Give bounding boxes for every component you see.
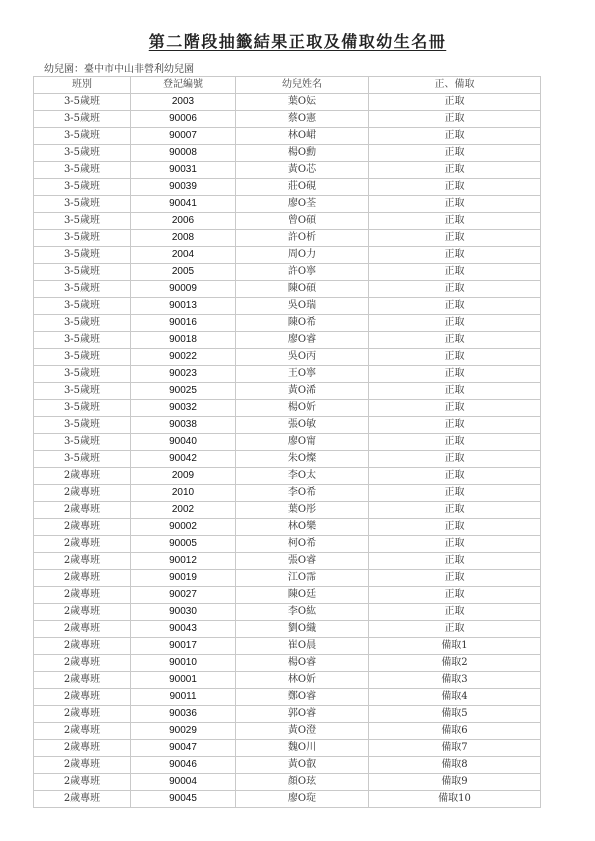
admission-status-cell: 正取 [369, 536, 541, 553]
child-name-cell: 許O析 [236, 230, 369, 247]
child-name-cell: 張O睿 [236, 553, 369, 570]
registration-number-cell: 2010 [131, 485, 236, 502]
child-name-cell: 蔡O憲 [236, 111, 369, 128]
child-name-cell: 王O寧 [236, 366, 369, 383]
admission-status-cell: 正取 [369, 332, 541, 349]
child-name-cell: 林O峮 [236, 128, 369, 145]
document-title [0, 29, 595, 52]
registration-number-cell: 90039 [131, 179, 236, 196]
admission-status-cell: 正取 [369, 213, 541, 230]
registration-number-cell: 2009 [131, 468, 236, 485]
registration-number-cell: 90009 [131, 281, 236, 298]
table-row [34, 315, 541, 332]
class-cell: 2歲專班 [34, 621, 131, 638]
table-row [34, 638, 541, 655]
registration-number-cell: 90036 [131, 706, 236, 723]
table-row [34, 281, 541, 298]
child-name-cell: 柯O希 [236, 536, 369, 553]
class-cell: 3-5歲班 [34, 264, 131, 281]
admission-status-cell: 正取 [369, 570, 541, 587]
admission-status-cell: 正取 [369, 485, 541, 502]
class-cell: 2歲專班 [34, 570, 131, 587]
child-name-cell: 顏O玹 [236, 774, 369, 791]
registration-number-cell: 90018 [131, 332, 236, 349]
table-row [34, 94, 541, 111]
header-admission-status: 正、備取 [369, 77, 541, 94]
admission-status-cell: 備取8 [369, 757, 541, 774]
admission-status-cell: 正取 [369, 434, 541, 451]
class-cell: 3-5歲班 [34, 179, 131, 196]
registration-number-cell: 90047 [131, 740, 236, 757]
child-name-cell: 張O敏 [236, 417, 369, 434]
child-name-cell: 楊O勳 [236, 145, 369, 162]
registration-number-cell: 90016 [131, 315, 236, 332]
child-name-cell: 林O樂 [236, 519, 369, 536]
admission-status-cell: 正取 [369, 400, 541, 417]
table-row [34, 706, 541, 723]
table-row [34, 689, 541, 706]
class-cell: 3-5歲班 [34, 400, 131, 417]
table-row [34, 349, 541, 366]
class-cell: 3-5歲班 [34, 94, 131, 111]
class-cell: 2歲專班 [34, 757, 131, 774]
admission-status-cell: 正取 [369, 315, 541, 332]
table-row [34, 366, 541, 383]
registration-number-cell: 90010 [131, 655, 236, 672]
registration-number-cell: 90046 [131, 757, 236, 774]
class-cell: 2歲專班 [34, 468, 131, 485]
child-name-cell: 廖O荃 [236, 196, 369, 213]
table-row [34, 621, 541, 638]
admission-status-cell: 正取 [369, 230, 541, 247]
class-cell: 3-5歲班 [34, 349, 131, 366]
registration-number-cell: 90011 [131, 689, 236, 706]
table-row [34, 230, 541, 247]
registration-number-cell: 90012 [131, 553, 236, 570]
admission-status-cell: 備取1 [369, 638, 541, 655]
registration-number-cell: 90007 [131, 128, 236, 145]
table-row [34, 213, 541, 230]
class-cell: 3-5歲班 [34, 315, 131, 332]
table-row [34, 332, 541, 349]
class-cell: 2歲專班 [34, 774, 131, 791]
registration-number-cell: 2002 [131, 502, 236, 519]
table-row [34, 128, 541, 145]
child-name-cell: 楊O睿 [236, 655, 369, 672]
table-row [34, 519, 541, 536]
admission-status-cell: 正取 [369, 383, 541, 400]
child-name-cell: 鄭O睿 [236, 689, 369, 706]
registration-number-cell: 90002 [131, 519, 236, 536]
admission-status-cell: 正取 [369, 621, 541, 638]
admission-status-cell: 備取9 [369, 774, 541, 791]
registration-number-cell: 90040 [131, 434, 236, 451]
registration-number-cell: 90019 [131, 570, 236, 587]
registration-number-cell: 90008 [131, 145, 236, 162]
admission-status-cell: 正取 [369, 145, 541, 162]
table-row [34, 553, 541, 570]
class-cell: 2歲專班 [34, 689, 131, 706]
admission-status-cell: 正取 [369, 468, 541, 485]
table-row [34, 111, 541, 128]
child-name-cell: 廖O琁 [236, 791, 369, 808]
admission-status-cell: 正取 [369, 94, 541, 111]
table-row [34, 417, 541, 434]
table-row [34, 383, 541, 400]
child-name-cell: 楊O妡 [236, 400, 369, 417]
table-row [34, 145, 541, 162]
admission-status-cell: 正取 [369, 553, 541, 570]
table-row [34, 468, 541, 485]
class-cell: 2歲專班 [34, 587, 131, 604]
registration-number-cell: 2003 [131, 94, 236, 111]
class-cell: 3-5歲班 [34, 230, 131, 247]
registration-number-cell: 90013 [131, 298, 236, 315]
child-name-cell: 林O妡 [236, 672, 369, 689]
child-name-cell: 莊O硯 [236, 179, 369, 196]
table-row [34, 774, 541, 791]
table-row [34, 604, 541, 621]
admission-status-cell: 正取 [369, 502, 541, 519]
table-row [34, 434, 541, 451]
admission-status-cell: 正取 [369, 179, 541, 196]
registration-number-cell: 2008 [131, 230, 236, 247]
class-cell: 2歲專班 [34, 519, 131, 536]
admission-status-cell: 正取 [369, 264, 541, 281]
child-name-cell: 黃O浠 [236, 383, 369, 400]
child-name-cell: 黃O叡 [236, 757, 369, 774]
class-cell: 3-5歲班 [34, 383, 131, 400]
class-cell: 3-5歲班 [34, 417, 131, 434]
registration-number-cell: 90023 [131, 366, 236, 383]
class-cell: 2歲專班 [34, 655, 131, 672]
table-row [34, 502, 541, 519]
admission-status-cell: 備取10 [369, 791, 541, 808]
admission-status-cell: 正取 [369, 281, 541, 298]
admission-status-cell: 正取 [369, 417, 541, 434]
table-row [34, 247, 541, 264]
child-name-cell: 陳O廷 [236, 587, 369, 604]
registration-number-cell: 90027 [131, 587, 236, 604]
class-cell: 3-5歲班 [34, 366, 131, 383]
class-cell: 2歲專班 [34, 672, 131, 689]
registration-number-cell: 90001 [131, 672, 236, 689]
admission-status-cell: 正取 [369, 162, 541, 179]
admission-status-cell: 備取6 [369, 723, 541, 740]
child-name-cell: 劉O織 [236, 621, 369, 638]
table-row [34, 791, 541, 808]
registration-number-cell: 90038 [131, 417, 236, 434]
table-header-row [34, 77, 541, 94]
child-name-cell: 江O霈 [236, 570, 369, 587]
registration-number-cell: 90032 [131, 400, 236, 417]
header-registration-number: 登記編號 [131, 77, 236, 94]
child-name-cell: 朱O燦 [236, 451, 369, 468]
table-row [34, 723, 541, 740]
registration-number-cell: 90031 [131, 162, 236, 179]
admission-status-cell: 正取 [369, 604, 541, 621]
admission-status-cell: 正取 [369, 298, 541, 315]
admission-status-cell: 正取 [369, 349, 541, 366]
registration-number-cell: 90025 [131, 383, 236, 400]
child-name-cell: 吳O瑞 [236, 298, 369, 315]
admission-status-cell: 正取 [369, 366, 541, 383]
table-row [34, 655, 541, 672]
child-name-cell: 陳O碩 [236, 281, 369, 298]
child-name-cell: 魏O川 [236, 740, 369, 757]
class-cell: 3-5歲班 [34, 247, 131, 264]
class-cell: 3-5歲班 [34, 162, 131, 179]
registration-number-cell: 2006 [131, 213, 236, 230]
registration-number-cell: 90041 [131, 196, 236, 213]
table-row [34, 264, 541, 281]
registration-number-cell: 90006 [131, 111, 236, 128]
registration-number-cell: 2004 [131, 247, 236, 264]
child-name-cell: 黃O芯 [236, 162, 369, 179]
class-cell: 2歲專班 [34, 502, 131, 519]
child-name-cell: 吳O丙 [236, 349, 369, 366]
table-row [34, 570, 541, 587]
child-name-cell: 崔O晨 [236, 638, 369, 655]
class-cell: 3-5歲班 [34, 451, 131, 468]
admission-status-cell: 備取2 [369, 655, 541, 672]
child-name-cell: 李O太 [236, 468, 369, 485]
header-class: 班別 [34, 77, 131, 94]
class-cell: 2歲專班 [34, 553, 131, 570]
table-row [34, 451, 541, 468]
class-cell: 3-5歲班 [34, 332, 131, 349]
admission-status-cell: 正取 [369, 451, 541, 468]
class-cell: 2歲專班 [34, 706, 131, 723]
child-name-cell: 李O紘 [236, 604, 369, 621]
enrollment-table [33, 76, 541, 808]
child-name-cell: 周O力 [236, 247, 369, 264]
registration-number-cell: 90017 [131, 638, 236, 655]
child-name-cell: 廖O甯 [236, 434, 369, 451]
class-cell: 2歲專班 [34, 604, 131, 621]
admission-status-cell: 正取 [369, 247, 541, 264]
admission-status-cell: 正取 [369, 519, 541, 536]
admission-status-cell: 備取7 [369, 740, 541, 757]
table-row [34, 179, 541, 196]
child-name-cell: 廖O睿 [236, 332, 369, 349]
school-name: 幼兒園：臺中市中山非營利幼兒園 [44, 64, 194, 75]
registration-number-cell: 90030 [131, 604, 236, 621]
table-row [34, 740, 541, 757]
class-cell: 3-5歲班 [34, 213, 131, 230]
table-row [34, 298, 541, 315]
child-name-cell: 李O希 [236, 485, 369, 502]
table-row [34, 485, 541, 502]
header-child-name: 幼兒姓名 [236, 77, 369, 94]
table-row [34, 587, 541, 604]
class-cell: 3-5歲班 [34, 434, 131, 451]
document-title-text: 第二階段抽籤結果正取及備取幼生名冊 [148, 32, 447, 51]
table-body [34, 94, 541, 808]
table-row [34, 196, 541, 213]
registration-number-cell: 90043 [131, 621, 236, 638]
child-name-cell: 葉O妘 [236, 94, 369, 111]
registration-number-cell: 90022 [131, 349, 236, 366]
child-name-cell: 許O寧 [236, 264, 369, 281]
child-name-cell: 葉O彤 [236, 502, 369, 519]
class-cell: 2歲專班 [34, 536, 131, 553]
admission-status-cell: 備取5 [369, 706, 541, 723]
admission-status-cell: 備取3 [369, 672, 541, 689]
table-row [34, 757, 541, 774]
admission-status-cell: 備取4 [369, 689, 541, 706]
admission-status-cell: 正取 [369, 587, 541, 604]
registration-number-cell: 2005 [131, 264, 236, 281]
class-cell: 2歲專班 [34, 485, 131, 502]
registration-number-cell: 90042 [131, 451, 236, 468]
class-cell: 3-5歲班 [34, 111, 131, 128]
class-cell: 2歲專班 [34, 740, 131, 757]
admission-status-cell: 正取 [369, 196, 541, 213]
table-row [34, 536, 541, 553]
child-name-cell: 郭O睿 [236, 706, 369, 723]
child-name-cell: 曾O碩 [236, 213, 369, 230]
child-name-cell: 陳O希 [236, 315, 369, 332]
class-cell: 2歲專班 [34, 638, 131, 655]
table-row [34, 162, 541, 179]
class-cell: 3-5歲班 [34, 128, 131, 145]
registration-number-cell: 90045 [131, 791, 236, 808]
class-cell: 3-5歲班 [34, 145, 131, 162]
class-cell: 3-5歲班 [34, 298, 131, 315]
child-name-cell: 黃O澄 [236, 723, 369, 740]
table-row [34, 672, 541, 689]
class-cell: 3-5歲班 [34, 196, 131, 213]
class-cell: 2歲專班 [34, 723, 131, 740]
registration-number-cell: 90029 [131, 723, 236, 740]
admission-status-cell: 正取 [369, 111, 541, 128]
table-row [34, 400, 541, 417]
class-cell: 2歲專班 [34, 791, 131, 808]
admission-status-cell: 正取 [369, 128, 541, 145]
class-cell: 3-5歲班 [34, 281, 131, 298]
registration-number-cell: 90004 [131, 774, 236, 791]
registration-number-cell: 90005 [131, 536, 236, 553]
